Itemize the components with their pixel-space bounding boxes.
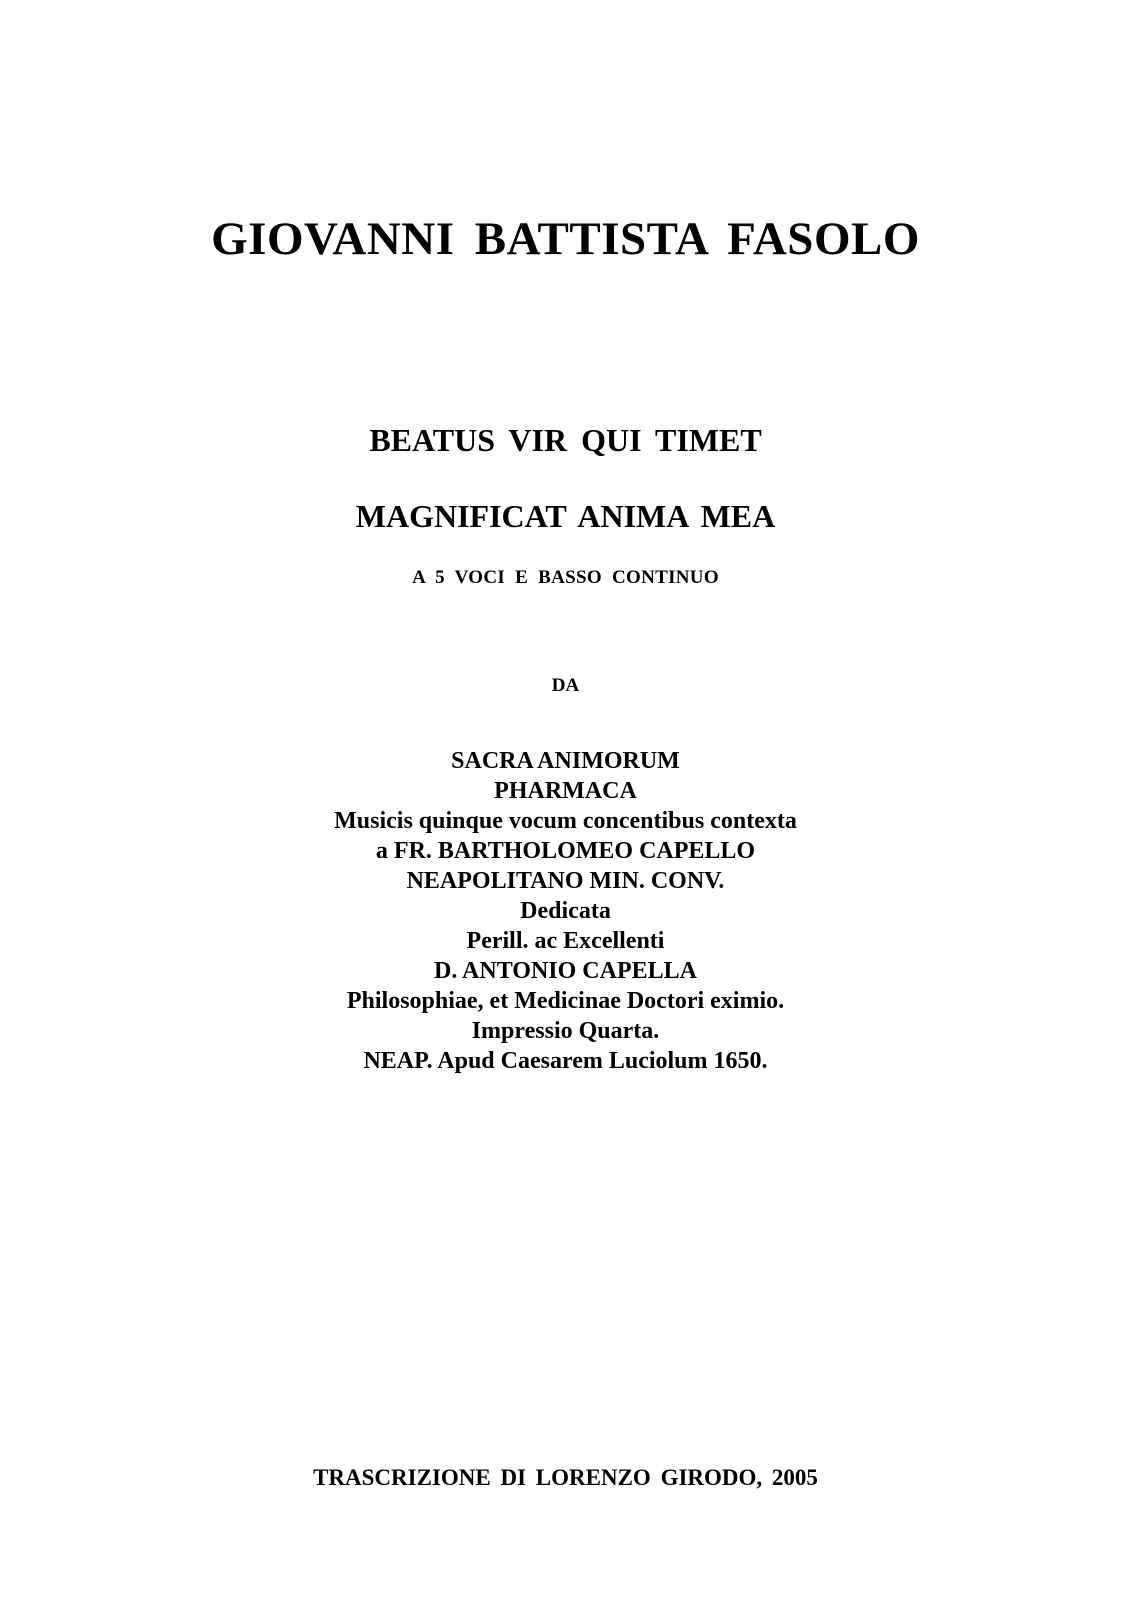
source-author-line: NEAPOLITANO MIN. CONV. <box>406 868 725 894</box>
source-dedication-line: Dedicata <box>520 898 611 924</box>
composer-name: GIOVANNI BATTISTA FASOLO <box>211 213 920 265</box>
source-edition-block <box>0 746 1131 1076</box>
source-author-line: a FR. BARTHOLOMEO CAPELLO <box>375 838 756 864</box>
source-title-line: SACRA ANIMORUM <box>451 748 680 774</box>
scoring-line: A 5 VOCI E BASSO CONTINUO <box>412 567 719 588</box>
source-dedicatee-line: Philosophiae, et Medicinae Doctori eximio. <box>346 988 785 1014</box>
source-impression-line: Impressio Quarta. <box>471 1018 660 1044</box>
source-title-line: PHARMACA <box>494 778 637 804</box>
source-subtitle-line: Musicis quinque vocum concentibus contexta <box>334 808 797 834</box>
source-imprint-line: NEAP. Apud Caesarem Luciolum 1650. <box>363 1048 768 1074</box>
work-title-magnificat: MAGNIFICAT ANIMA MEA <box>355 498 776 534</box>
source-preposition: DA <box>551 675 580 696</box>
transcription-credit: TRASCRIZIONE DI LORENZO GIRODO, 2005 <box>313 1465 818 1490</box>
source-dedicatee-line: D. ANTONIO CAPELLA <box>434 958 697 984</box>
work-title-beatus-vir: BEATUS VIR QUI TIMET <box>369 422 762 458</box>
source-dedication-line: Perill. ac Excellenti <box>466 928 665 954</box>
